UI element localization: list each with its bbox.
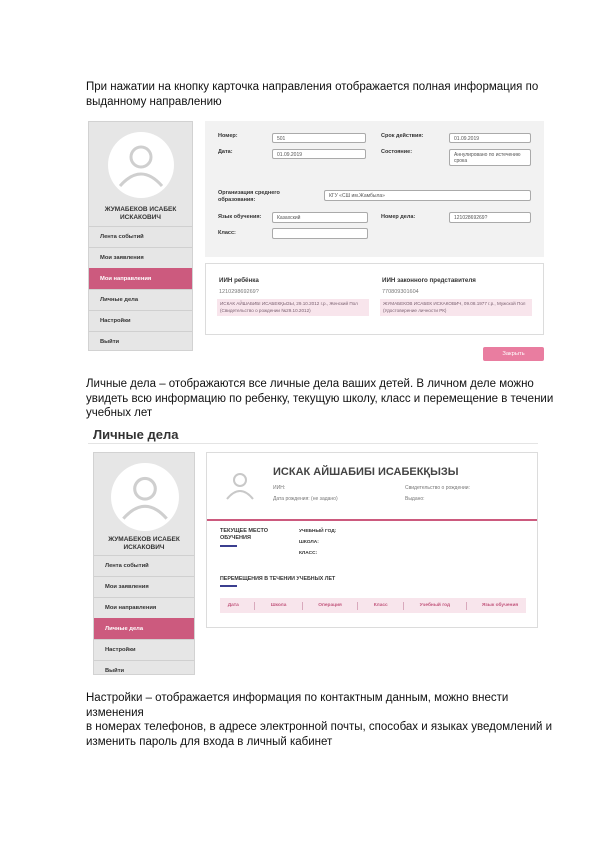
user-name: ЖУМАБЕКОВ ИСАБЕК ИСКАКОВИЧ [104,206,177,221]
direction-form [205,121,544,257]
state-field[interactable]: Аннулировано по истечению срока [449,149,531,166]
settings-line: изменить пароль для входа в личный кабинет [86,735,333,748]
sidebar-item-settings[interactable]: Настройки [94,639,194,660]
column-separator [254,602,255,610]
sidebar-item-settings[interactable]: Настройки [89,310,192,331]
settings-paragraph [86,691,556,749]
column-date[interactable]: Дата [227,603,239,608]
column-language[interactable]: Язык обучения [481,603,519,608]
movements-table-header [220,598,526,613]
org-field[interactable]: КГУ «СШ им.Жамбыла» [324,190,531,201]
accent-divider [207,519,537,521]
lang-label: Язык обучения: [218,214,262,220]
user-icon [223,469,257,503]
user-icon [111,463,179,531]
org-label: Организация среднего образования: [218,190,280,203]
class-label: КЛАСС: [299,551,318,556]
child-iin-value: 121029869269? [219,289,259,295]
issued-label: Выдано: [405,496,425,502]
intro-paragraph [86,80,556,109]
child-name: ИСКАК АЙШАБИБІ ИСАБЕКҚЫЗЫ [273,466,459,478]
section-underline [220,585,237,587]
sidebar [88,121,193,351]
birth-date-label: Дата рождения: (не задано) [273,496,338,502]
sidebar-item-logout[interactable]: Выйти [94,660,194,681]
sidebar-item-directions[interactable]: Мои направления [89,268,192,289]
iin-card [205,263,544,335]
column-operation[interactable]: Операция [318,603,342,608]
settings-line: Настройки – отображается информация по контактным данным, можно внести изменения [86,692,509,719]
date-field[interactable]: 01.09.2019 [272,149,366,159]
sidebar-item-personal-files[interactable]: Личные дела [94,618,194,639]
child-avatar [223,469,257,503]
intro-line: выданному направлению [86,95,222,108]
sidebar-menu [94,555,194,681]
personal-line: учебных лет [86,407,153,419]
school-label: ШКОЛА: [299,540,319,545]
sidebar-item-feed[interactable]: Лента событий [94,555,194,576]
movements-title: ПЕРЕМЕЩЕНИЯ В ТЕЧЕНИИ УЧЕБНЫХ ЛЕТ [220,576,336,582]
parent-info: ЖУМАБЕКОВ ИСАБЕК ИСКАКОВИЧ, 09.08.1977 г.р., Мужской Пол (Удостоверение личности РК) [380,299,532,316]
lang-field[interactable]: Казахский [272,212,368,223]
column-separator [357,602,358,610]
parent-iin-label: ИИН законного представителя [382,277,476,284]
child-iin-label: ИИН ребёнка [219,277,259,284]
sidebar-item-applications[interactable]: Мои заявления [94,576,194,597]
intro-line: При нажатии на кнопку карточка направления отображается полная информация по [86,81,539,93]
section-underline [220,545,237,547]
personal-paragraph [86,377,556,421]
page-title: Личные дела [93,427,179,442]
iin-label: ИИН: [273,485,286,491]
validity-label: Срок действия: [381,133,424,139]
title-divider [88,443,538,444]
sidebar-item-logout[interactable]: Выйти [89,331,192,352]
column-school[interactable]: Школа [270,603,287,608]
settings-line: в номерах телефонов, в адресе электронной почты, способах и языках уведомлений и [86,721,553,733]
child-info: ИСКАК АЙШАБИБІ ИСАБЕКҚЫЗЫ, 29.10.2012 г.р., Женский Пол (Свидетельство о рождении №29.10.2012) [217,299,369,316]
personal-file-card [206,452,538,628]
number-label: Номер: [218,133,238,139]
user-avatar [108,132,174,198]
parent-iin-value: 770809301604 [382,289,419,295]
column-separator [302,602,303,610]
close-button[interactable]: Закрыть [483,347,544,361]
column-class[interactable]: Класс [373,603,388,608]
sidebar-item-applications[interactable]: Мои заявления [89,247,192,268]
validity-field[interactable]: 01.09.2019 [449,133,531,143]
column-separator [403,602,404,610]
sidebar-item-personal-files[interactable]: Личные дела [89,289,192,310]
birth-cert-label: Свидетельство о рождении: [405,485,470,491]
class-field[interactable] [272,228,368,239]
column-school-year[interactable]: Учебный год [419,603,451,608]
sidebar-menu [89,226,192,352]
sidebar-item-directions[interactable]: Мои направления [94,597,194,618]
personal-line: Личные дела – отображаются все личные дела ваших детей. В личном деле можно [86,378,534,390]
current-place-label: ТЕКУЩЕЕ МЕСТО ОБУЧЕНИЯ [220,528,268,541]
date-label: Дата: [218,149,233,155]
user-avatar [111,463,179,531]
school-year-label: УЧЕБНЫЙ ГОД: [299,529,337,534]
personal-line: увидеть всю информацию по ребенку, текущую школу, класс и перемещение в течении [86,392,554,405]
case-field[interactable]: 12102869269? [449,212,531,223]
state-label: Состояние: [381,149,413,155]
class-label: Класс: [218,230,236,236]
column-separator [466,602,467,610]
user-name: ЖУМАБЕКОВ ИСАБЕК ИСКАКОВИЧ [108,536,180,551]
number-field[interactable]: 501 [272,133,366,143]
case-label: Номер дела: [381,214,416,220]
sidebar-item-feed[interactable]: Лента событий [89,226,192,247]
sidebar [93,452,195,675]
user-icon [108,132,174,198]
